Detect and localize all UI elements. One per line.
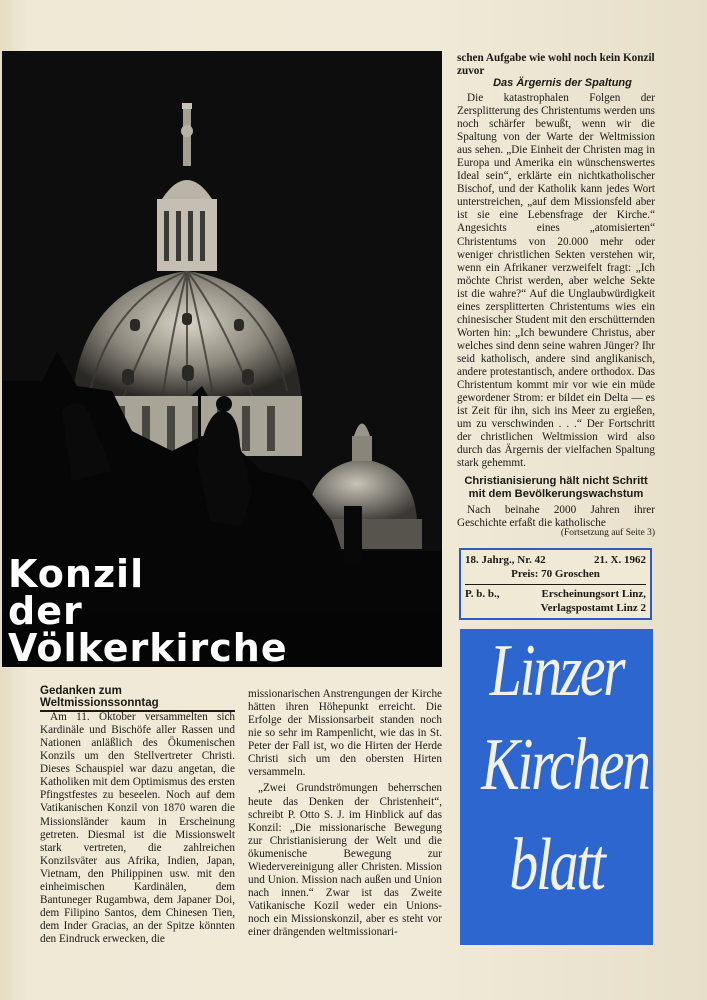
headline-line-2: der: [8, 589, 83, 633]
article-column-1: [40, 711, 235, 946]
paragraph-text: „Zwei Grundströmungen beherrschen heute das Denken der Christenheit“, schreibt P. Otto S. J. im Hinblick auf das Konzil: „Die missionarische Bewegung zur Christianisierung der Welt und die ökumenische Bewegung zur Wiedervereinigung aller Christen. Mission und Union. Mission nach außen und Union nach innen.“ Zwar ist das Zweite Vatikanische Kozil weder ein Unions- noch ein Missionskonzil, aber es steht vor einer drängenden weltmissionari-: [248, 782, 442, 939]
continued-text: schen Aufgabe wie wohl noch kein Konzil zuvor: [457, 52, 655, 77]
right-column-paragraph-2: [457, 504, 655, 530]
subhead-aergernis: Das Ärgernis der Spaltung: [493, 77, 632, 89]
headline-line-1: Konzil: [8, 552, 145, 596]
paragraph-text: Nach beinahe 2000 Jahren ihrer Geschichte erfaßt die katholische: [457, 504, 655, 530]
masthead-line-2: Kirchen: [481, 724, 649, 806]
pbb-label: P. b. b.,: [465, 588, 500, 600]
place-of-publication: Erscheinungsort Linz,: [541, 588, 646, 600]
masthead-line-3: blatt: [509, 824, 604, 906]
article-kicker: Gedanken zum Weltmissionssonntag: [40, 685, 235, 712]
paragraph-text: Die katastrophalen Folgen der Zersplitterung des Christentums werden uns noch schärfer bewußt, wenn wir die Spaltung von der Warte der Weltmission aus sehen. „Die Einheit der Christen mag in Europa und Amerika ein wünschenswertes Ideal sein“, erklärte ein nichtkatholischer Bischof, und der Katholik kann jedes Wort unterstreichen, „auf dem Missionsfeld aber ist sie eine Lebensfrage der Kirche.“ Angesichts eines „atomisierten“ Christentums von 20.000 mehr oder weniger christlichen Sekten verstehen wir, wenn ein Afrikaner verzweifelt fragt: „Ich möchte Christ werden, aber welche Sekte ist die wahre?“ Auf die Unglaubwürdigkeit eines zersplitterten Christentums wies ein chinesischer Student mit den erschütternden Worten hin: „Ich bewundere Christus, aber welches sind denn seine wahren Jünger? Ihr seid katholisch, andere sind anglikanisch, andere protestantisch, andere orthodox. Das Christentum kommt mir vor wie ein müde gewordener Strom: er bildet ein Delta — es ist Zeit für ihn, sich ins Meer zu ergießen, um zu verschwinden . . .“ Der Fortschritt der christlichen Weltmission wird also durch das Ärgernis der vielfachen Spaltung stark gehemmt.: [457, 92, 655, 470]
divider: [465, 584, 646, 585]
article-column-2: [248, 688, 442, 939]
price: Preis: 70 Groschen: [511, 568, 600, 580]
post-office: Verlagspostamt Linz 2: [540, 602, 646, 614]
st-peters-dome-photo: [2, 51, 442, 667]
masthead-logo: [460, 629, 653, 945]
paragraph-text: missionarischen Anstrengungen der Kirche hätten ihren Höhepunkt erreicht. Die Erfolge der Missionsarbeit standen noch nie so sehr im Rampenlicht, wie das in St. Peter der Fall ist, wo die Hirten der Herde Christi sich um den obersten Hirten versammeln.: [248, 688, 442, 779]
subhead-christianisierung: Christianisierung hält nicht Schritt mit dem Bevölkerungswachstum: [464, 475, 648, 500]
right-column-paragraph-1: [457, 92, 655, 470]
headline-line-3: Völkerkirche: [8, 626, 288, 667]
masthead-line-1: Linzer: [489, 630, 624, 712]
volume-number: 18. Jahrg., Nr. 42: [465, 554, 546, 566]
issue-info-box: [459, 548, 652, 620]
headline: [8, 552, 288, 667]
issue-date: 21. X. 1962: [594, 554, 646, 566]
continuation-note: (Fortsetzung auf Seite 3): [560, 528, 655, 538]
paragraph-text: Am 11. Oktober versammelten sich Kardinäle und Bischöfe aller Rassen und Nationen anläßlich des Ökumenischen Konzils um den Stellvertreter Christi. Dieses Schauspiel war dazu angetan, die Katholiken mit dem Optimismus des ersten Pfingstfestes zu beseelen. Noch auf dem Vatikanischen Konzil von 1870 waren die Missionsländer kaum in Erscheinung getreten. Diesmal ist die Missionswelt stark vertreten, die zahlreichen Konzilsväter aus Afrika, Indien, Japan, Vietnam, den Philippinen usw. mit den einheimischen Kardinälen, dem Bantuneger Rugambwa, dem Japaner Doi, dem Filipino Santos, dem Chinesen Tien, dem Inder Gracias, an der Spitze könnten den Eindruck erwecken, die: [40, 711, 235, 946]
